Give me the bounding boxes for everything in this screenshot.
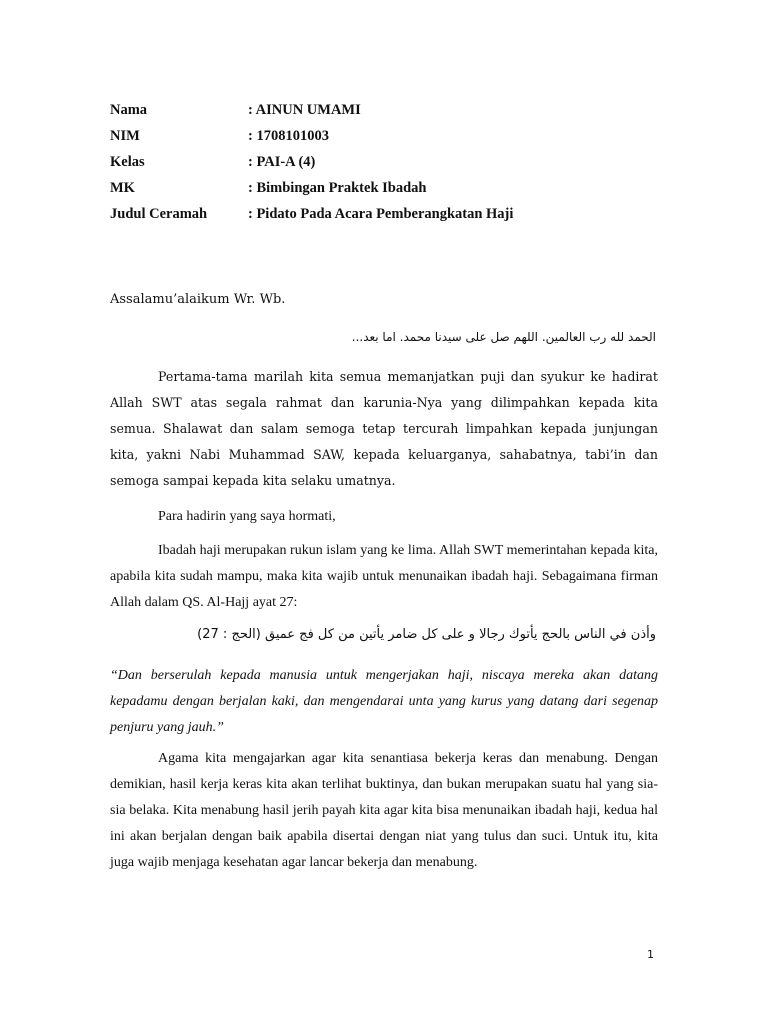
identity-label: Judul Ceramah	[110, 206, 208, 222]
identity-label: Kelas	[110, 154, 145, 170]
greeting: Assalamu’alaikum Wr. Wb.	[110, 292, 286, 307]
identity-label: MK	[110, 180, 135, 196]
identity-row-kelas	[110, 154, 670, 180]
identity-value: : Pidato Pada Acara Pemberangkatan Haji	[248, 206, 514, 222]
identity-value: : 1708101003	[248, 128, 329, 144]
arabic-opening: الحمد لله رب العالمين. اللهم صل على سيدنا محمد. اما بعد...	[351, 330, 656, 344]
identity-value: : AINUN UMAMI	[248, 102, 361, 118]
identity-row-mk	[110, 180, 670, 206]
arabic-verse: وأذن في الناس بالحج يأتوك رجالا و على كل ضامر يأتين من كل فج عميق (الحج : 27)	[197, 627, 656, 642]
paragraph-opening: Pertama-tama marilah kita semua memanjatkan puji dan syukur ke hadirat Allah SWT atas segala rahmat dan karunia-Nya yang dilimpahkan kepada kita semua. Shalawat dan salam semoga tetap tercurah limpahkan kepada junjungan kita, yakni Nabi Muhammad SAW, kepada keluarganya, sahabatnya, tabi’in dan semoga sampai kepada kita selaku umatnya.	[110, 369, 658, 488]
identity-label: NIM	[110, 128, 140, 144]
verse-translation: “Dan berserulah kepada manusia untuk mengerjakan haji, niscaya mereka akan datang kepadamu dengan berjalan kaki, dan mengendarai unta yang kurus yang datang dari segenap penjuru yang jauh.”	[110, 668, 658, 735]
paragraph-hajj: Ibadah haji merupakan rukun islam yang ke lima. Allah SWT memerintahan kepada kita, apabila kita sudah mampu, maka kita wajib untuk menunaikan ibadah haji. Sebagaimana firman Allah dalam QS. Al-Hajj ayat 27:	[110, 543, 658, 610]
page-number: 1	[647, 948, 654, 961]
identity-label: Nama	[110, 102, 148, 118]
salutation: Para hadirin yang saya hormati,	[158, 509, 336, 524]
identity-table	[110, 102, 670, 232]
identity-row-nama	[110, 102, 670, 128]
identity-value: : PAI-A (4)	[248, 154, 316, 170]
identity-row-judul	[110, 206, 670, 232]
paragraph-work-save: Agama kita mengajarkan agar kita senantiasa bekerja keras dan menabung. Dengan demikian, hasil kerja keras kita akan terlihat buktinya, dan bukan merupakan suatu hal yang sia-sia belaka. Kita menabung hasil jerih payah kita agar kita bisa menunaikan ibadah haji, kedua hal ini akan berjalan dengan baik apabila disertai dengan niat yang tulus dan suci. Untuk itu, kita juga wajib menjaga kesehatan agar lancar bekerja dan menabung.	[110, 751, 658, 870]
identity-value: : Bimbingan Praktek Ibadah	[248, 180, 427, 196]
identity-row-nim	[110, 128, 670, 154]
